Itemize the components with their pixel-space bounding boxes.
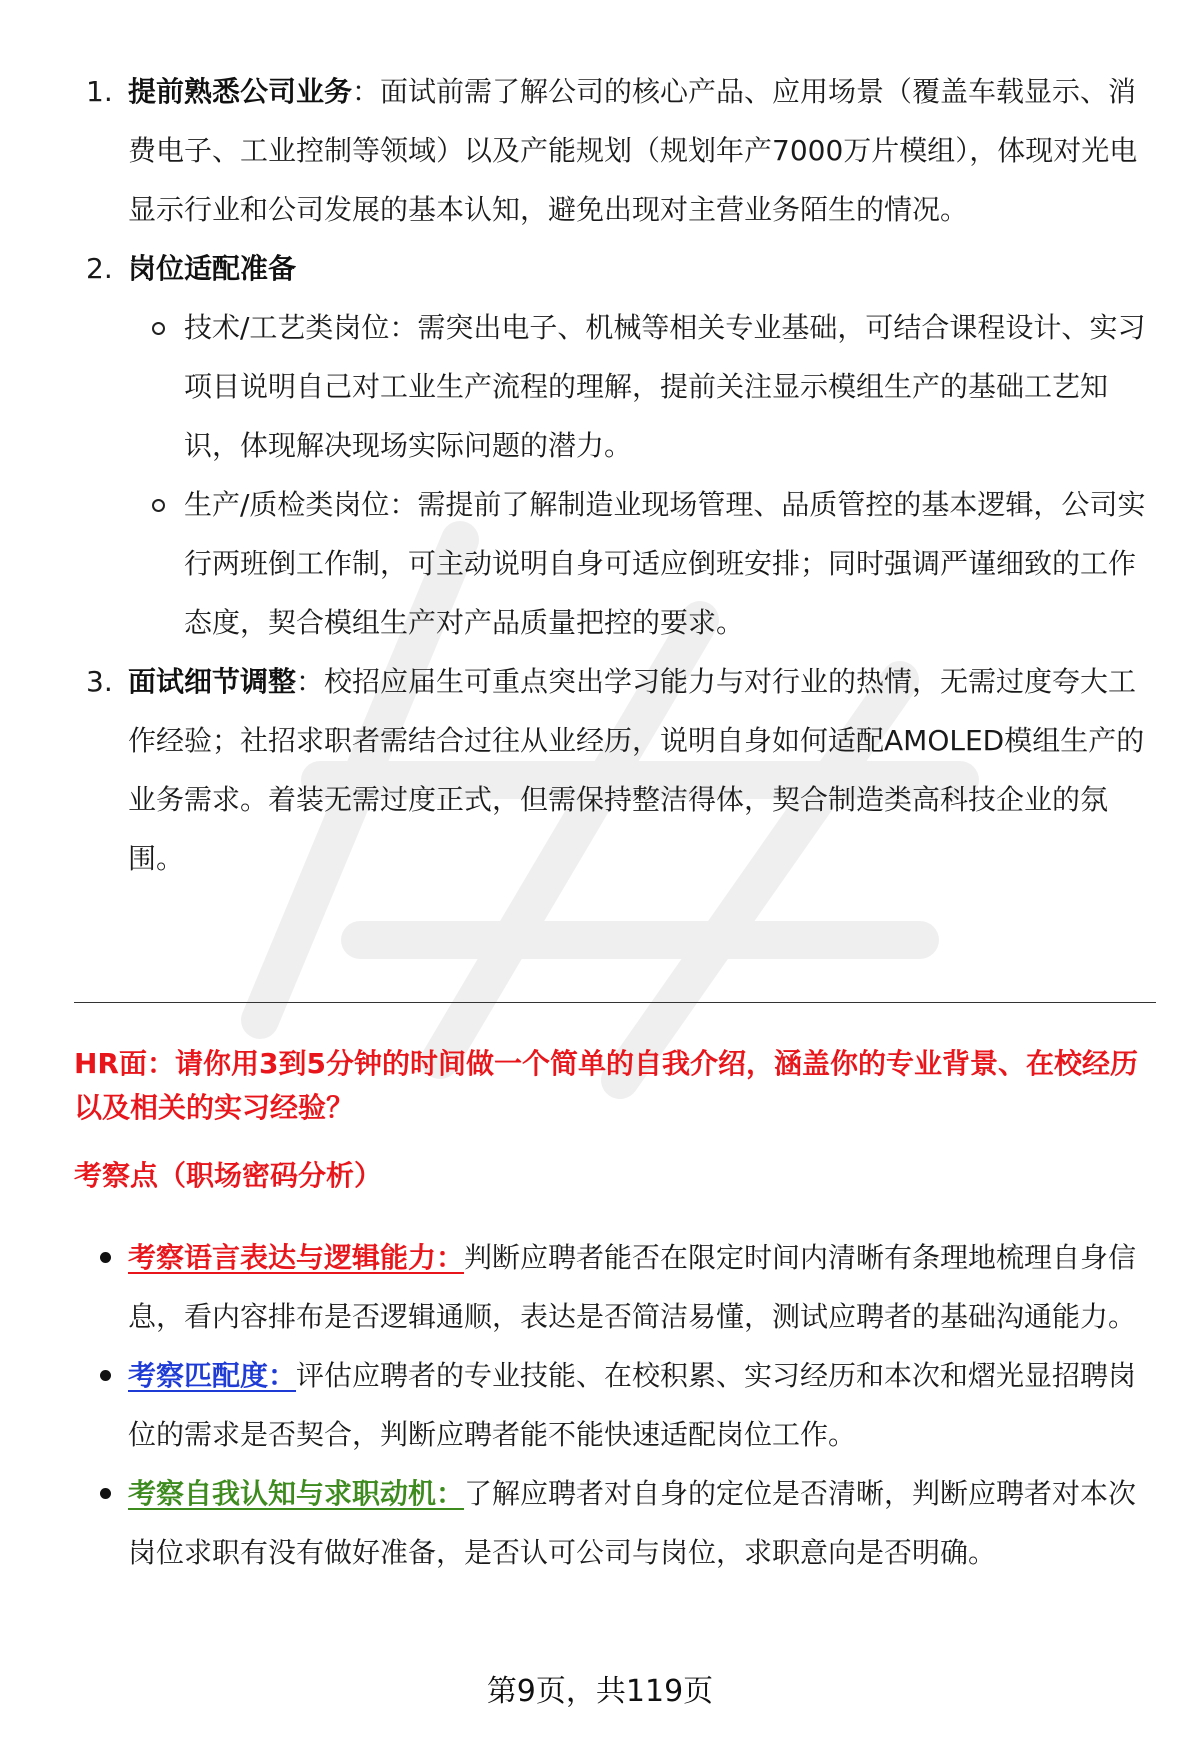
item-body: ：校招应届生可重点突出学习能力与对行业的热情，无需过度夸大工作经验；社招求职者需结合过往从业经历，说明自身如何适配AMOLED模组生产的业务需求。着装无需过度正式，但需保持整洁得体，契合制造类高科技企业的氛围。 <box>128 665 1145 875</box>
list-item <box>74 62 1154 239</box>
point-label: 考察匹配度： <box>128 1359 297 1392</box>
main-content <box>74 62 1154 888</box>
item-title: 提前熟悉公司业务 <box>128 75 353 108</box>
point-label: 考察语言表达与逻辑能力： <box>128 1241 465 1274</box>
list-item <box>74 239 1154 652</box>
hollow-bullet-icon <box>152 499 165 512</box>
sub-list-item <box>128 475 1154 652</box>
sub-list <box>128 298 1154 652</box>
item-number: 2. <box>86 252 113 285</box>
sub-list-item <box>128 298 1154 475</box>
point-text: 了解应聘者对自身的定位是否清晰，判断应聘者对本次岗位求职有没有做好准备，是否认可公司与岗位，求职意向是否明确。 <box>128 1477 1137 1569</box>
point-label: 考察自我认知与求职动机： <box>128 1477 465 1510</box>
bullet-icon <box>100 1252 111 1263</box>
page-footer: 第9页，共119页 <box>486 1674 714 1709</box>
item-title: 面试细节调整 <box>128 665 297 698</box>
sub-item-text: 生产/质检类岗位：需提前了解制造业现场管理、品质管控的基本逻辑，公司实行两班倒工作制，可主动说明自身可适应倒班安排；同时强调严谨细致的工作态度，契合模组生产对产品质量把控的要求。 <box>184 488 1146 639</box>
horizontal-divider <box>74 1002 1156 1003</box>
hollow-bullet-icon <box>152 322 165 335</box>
analysis-heading: 考察点（职场密码分析） <box>74 1159 383 1192</box>
item-number: 3. <box>86 665 113 698</box>
interview-question: HR面：请你用3到5分钟的时间做一个简单的自我介绍，涵盖你的专业背景、在校经历以及相关的实习经验？ <box>74 1047 1138 1124</box>
bullet-icon <box>100 1370 111 1381</box>
assessment-point <box>74 1346 1154 1464</box>
list-item <box>74 652 1154 888</box>
bullet-icon <box>100 1488 111 1499</box>
item-title: 岗位适配准备 <box>128 252 297 285</box>
item-body: ：面试前需了解公司的核心产品、应用场景（覆盖车载显示、消费电子、工业控制等领域）以及产能规划（规划年产7000万片模组），体现对光电显示行业和公司发展的基本认知，避免出现对主营业务陌生的情况。 <box>128 75 1138 226</box>
assessment-points <box>74 1228 1154 1582</box>
sub-item-text: 技术/工艺类岗位：需突出电子、机械等相关专业基础，可结合课程设计、实习项目说明自己对工业生产流程的理解，提前关注显示模组生产的基础工艺知识，体现解决现场实际问题的潜力。 <box>184 311 1146 462</box>
assessment-point <box>74 1464 1154 1582</box>
assessment-point <box>74 1228 1154 1346</box>
point-text: 评估应聘者的专业技能、在校积累、实习经历和本次和熠光显招聘岗位的需求是否契合，判断应聘者能不能快速适配岗位工作。 <box>128 1359 1137 1451</box>
item-number: 1. <box>86 75 113 108</box>
point-text: 判断应聘者能否在限定时间内清晰有条理地梳理自身信息，看内容排布是否逻辑通顺，表达是否简洁易懂，测试应聘者的基础沟通能力。 <box>128 1241 1137 1333</box>
preparation-list <box>74 62 1154 888</box>
